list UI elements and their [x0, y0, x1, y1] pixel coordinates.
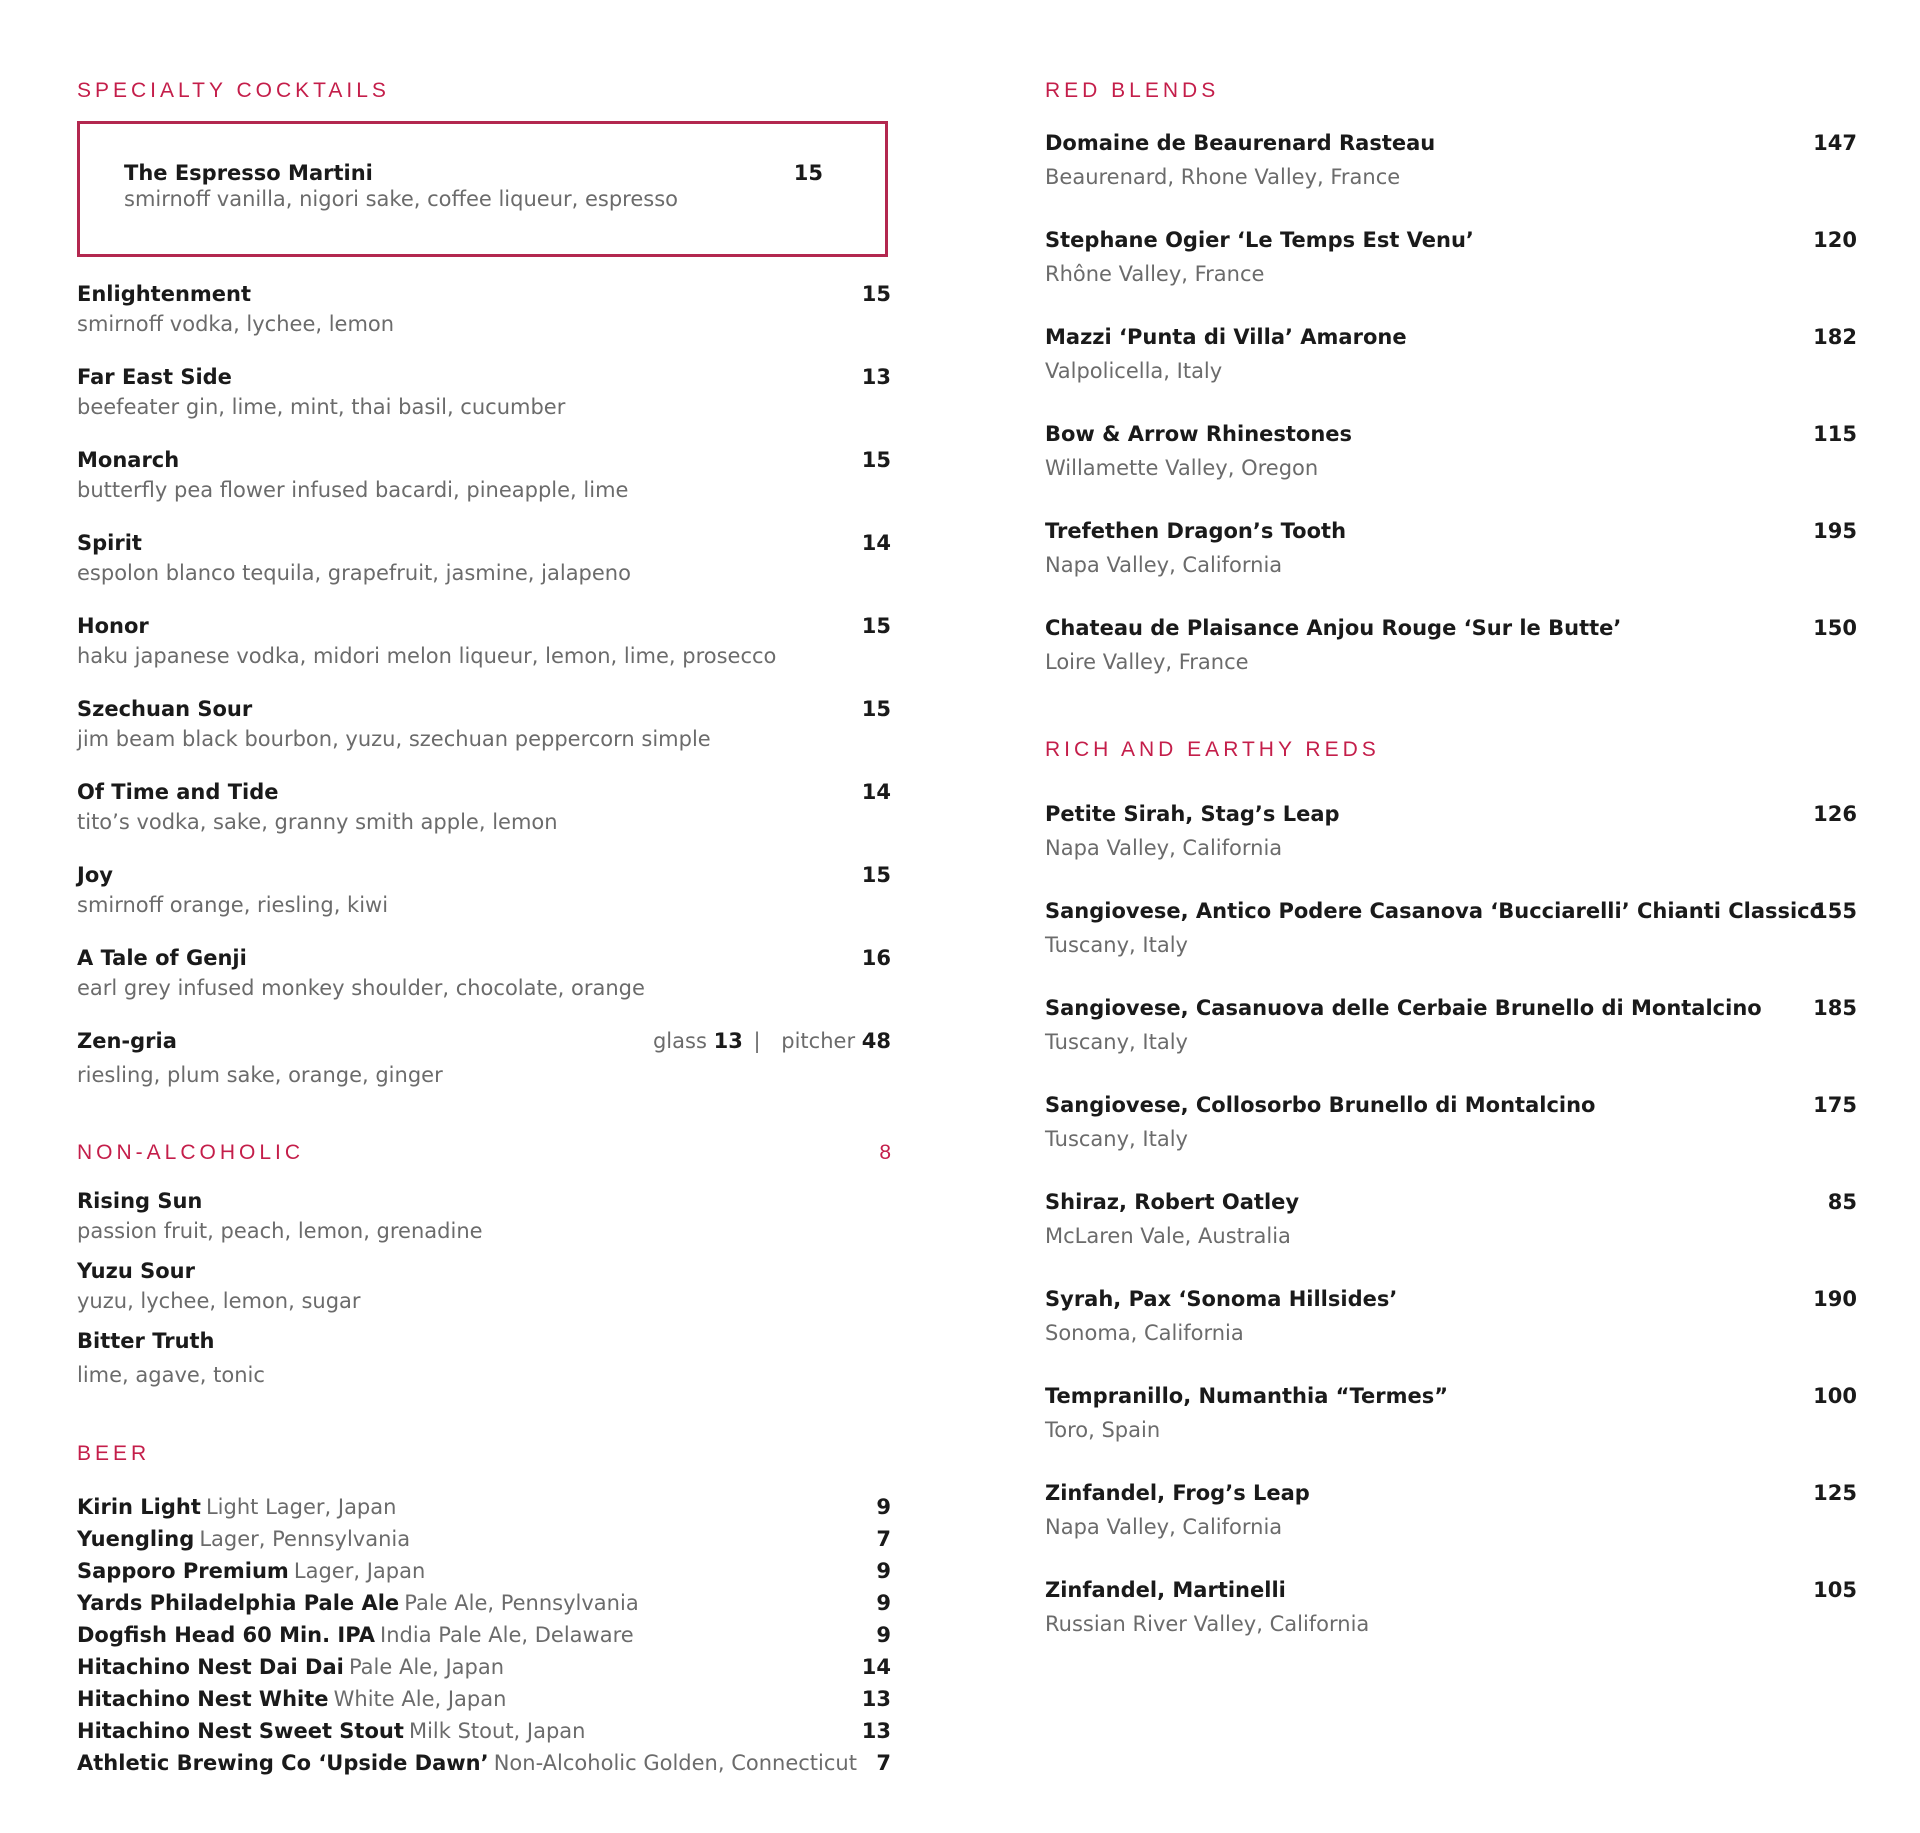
wine-region: Tuscany, Italy [1045, 1127, 1188, 1151]
beer-name: Yards Philadelphia Pale Ale [77, 1591, 400, 1615]
wine-price: 126 [1813, 802, 1857, 826]
beer-name: Athletic Brewing Co ‘Upside Dawn’ [77, 1751, 489, 1775]
non-alcoholic-price: 8 [879, 1141, 891, 1164]
wine-name: Mazzi ‘Punta di Villa’ Amarone [1045, 325, 1407, 349]
wine-item [1045, 325, 1857, 383]
beer-desc: Lager, Pennsylvania [199, 1527, 411, 1551]
cocktail-item [77, 780, 891, 834]
section-title-specialty-cocktails: SPECIALTY COCKTAILS [77, 79, 390, 102]
wine-price: 120 [1813, 228, 1857, 252]
cocktail-price: 16 [861, 946, 891, 970]
wine-region: Napa Valley, California [1045, 1515, 1283, 1539]
wine-region: Sonoma, California [1045, 1321, 1244, 1345]
wine-name: Sangiovese, Casanuova delle Cerbaie Brunello di Montalcino [1045, 996, 1762, 1020]
glass-price: 13 [713, 1029, 743, 1053]
beer-row [77, 1655, 891, 1685]
mocktail-name: Yuzu Sour [77, 1259, 195, 1283]
wine-price: 195 [1813, 519, 1857, 543]
beer-row [77, 1559, 891, 1589]
beer-row [77, 1591, 891, 1621]
mocktail-item [77, 1189, 891, 1243]
wine-name: Bow & Arrow Rhinestones [1045, 422, 1353, 446]
beer-name: Hitachino Nest White [77, 1687, 329, 1711]
wine-region: Loire Valley, France [1045, 650, 1249, 674]
pitcher-label: pitcher [781, 1029, 856, 1053]
cocktail-name: Enlightenment [77, 282, 252, 306]
cocktail-item [77, 282, 891, 336]
wine-price: 125 [1813, 1481, 1857, 1505]
wine-name: Petite Sirah, Stag’s Leap [1045, 802, 1340, 826]
cocktail-desc: smirnoff orange, riesling, kiwi [77, 893, 389, 917]
cocktail-price: 15 [861, 697, 891, 721]
wine-region: McLaren Vale, Australia [1045, 1224, 1291, 1248]
wine-item [1045, 1093, 1857, 1151]
beer-desc: Light Lager, Japan [205, 1495, 397, 1519]
pitcher-price: 48 [861, 1029, 891, 1053]
section-title-red-blends: RED BLENDS [1045, 79, 1220, 102]
beer-row [77, 1495, 891, 1525]
beer-price: 14 [861, 1655, 891, 1679]
section-title-rich-earthy-reds: RICH AND EARTHY REDS [1045, 738, 1380, 761]
beer-price: 13 [861, 1719, 891, 1743]
beer-price: 9 [876, 1495, 891, 1519]
beer-row [77, 1687, 891, 1717]
price-separator: | [753, 1029, 761, 1053]
cocktail-price: 15 [861, 863, 891, 887]
cocktail-name: Monarch [77, 448, 180, 472]
cocktail-name: Of Time and Tide [77, 780, 279, 804]
cocktail-price: 15 [861, 448, 891, 472]
wine-item [1045, 996, 1857, 1054]
featured-cocktail-desc: smirnoff vanilla, nigori sake, coffee liqueur, espresso [124, 187, 678, 211]
wine-name: Trefethen Dragon’s Tooth [1045, 519, 1347, 543]
beer-row [77, 1719, 891, 1749]
cocktail-price: 14 [861, 780, 891, 804]
wine-price: 155 [1813, 899, 1857, 923]
beer-row [77, 1623, 891, 1653]
beer-name: Dogfish Head 60 Min. IPA [77, 1623, 375, 1647]
beer-desc: Pale Ale, Japan [348, 1655, 505, 1679]
mocktail-desc: lime, agave, tonic [77, 1363, 265, 1387]
wine-price: 147 [1813, 131, 1857, 155]
beer-row [77, 1751, 891, 1781]
beer-name: Kirin Light [77, 1495, 201, 1519]
wine-price: 175 [1813, 1093, 1857, 1117]
wine-region: Russian River Valley, California [1045, 1612, 1370, 1636]
wine-region: Toro, Spain [1045, 1418, 1161, 1442]
cocktail-price: 15 [861, 614, 891, 638]
cocktail-name: Far East Side [77, 365, 232, 389]
cocktail-name: Spirit [77, 531, 142, 555]
beer-price: 9 [876, 1591, 891, 1615]
wine-region: Valpolicella, Italy [1045, 359, 1223, 383]
wine-price: 85 [1827, 1190, 1857, 1214]
cocktail-name: Zen-gria [77, 1029, 177, 1053]
cocktail-desc: jim beam black bourbon, yuzu, szechuan peppercorn simple [77, 727, 711, 751]
beer-name: Hitachino Nest Sweet Stout [77, 1719, 404, 1743]
wine-item [1045, 422, 1857, 480]
wine-price: 115 [1813, 422, 1857, 446]
featured-cocktail-price: 15 [793, 161, 823, 185]
cocktail-desc: haku japanese vodka, midori melon liqueur, lemon, lime, prosecco [77, 644, 777, 668]
beer-name: Yuengling [77, 1527, 195, 1551]
wine-region: Tuscany, Italy [1045, 933, 1188, 957]
cocktail-price: 14 [861, 531, 891, 555]
cocktail-desc: butterfly pea flower infused bacardi, pineapple, lime [77, 478, 629, 502]
beer-price: 7 [876, 1527, 891, 1551]
wine-item [1045, 1190, 1857, 1248]
beer-desc: Milk Stout, Japan [408, 1719, 586, 1743]
wine-item [1045, 1578, 1857, 1636]
cocktail-item [77, 614, 891, 668]
beer-row [77, 1527, 891, 1557]
cocktail-name: Szechuan Sour [77, 697, 253, 721]
mocktail-item [77, 1329, 891, 1387]
wine-region: Willamette Valley, Oregon [1045, 456, 1319, 480]
wine-name: Zinfandel, Frog’s Leap [1045, 1481, 1310, 1505]
cocktail-price: 13 [861, 365, 891, 389]
wine-item [1045, 899, 1857, 957]
beer-desc: Non-Alcoholic Golden, Connecticut [493, 1751, 857, 1775]
wine-region: Beaurenard, Rhone Valley, France [1045, 165, 1401, 189]
cocktail-item [77, 697, 891, 751]
cocktail-item [77, 448, 891, 502]
zengria-price-group [653, 1029, 891, 1053]
wine-price: 105 [1813, 1578, 1857, 1602]
wine-region: Rhône Valley, France [1045, 262, 1265, 286]
wine-name: Stephane Ogier ‘Le Temps Est Venu’ [1045, 228, 1474, 252]
wine-price: 150 [1813, 616, 1857, 640]
wine-item [1045, 131, 1857, 189]
mocktail-item [77, 1259, 891, 1313]
cocktail-desc: earl grey infused monkey shoulder, chocolate, orange [77, 976, 645, 1000]
cocktail-price: 15 [861, 282, 891, 306]
cocktail-item [77, 946, 891, 1000]
wine-price: 185 [1813, 996, 1857, 1020]
wine-price: 100 [1813, 1384, 1857, 1408]
mocktail-desc: passion fruit, peach, lemon, grenadine [77, 1219, 483, 1243]
wine-region: Napa Valley, California [1045, 553, 1283, 577]
section-title-beer: BEER [77, 1442, 151, 1465]
beer-desc: Lager, Japan [293, 1559, 426, 1583]
wine-name: Chateau de Plaisance Anjou Rouge ‘Sur le Butte’ [1045, 616, 1622, 640]
wine-item [1045, 519, 1857, 577]
beer-name: Hitachino Nest Dai Dai [77, 1655, 344, 1679]
cocktail-desc: smirnoff vodka, lychee, lemon [77, 312, 395, 336]
wine-price: 182 [1813, 325, 1857, 349]
beer-name: Sapporo Premium [77, 1559, 289, 1583]
wine-item [1045, 802, 1857, 860]
mocktail-name: Rising Sun [77, 1189, 203, 1213]
wine-item [1045, 228, 1857, 286]
beer-price: 13 [861, 1687, 891, 1711]
beer-desc: Pale Ale, Pennsylvania [404, 1591, 639, 1615]
mocktail-desc: yuzu, lychee, lemon, sugar [77, 1289, 361, 1313]
section-title-non-alcoholic: NON-ALCOHOLIC [77, 1141, 305, 1164]
wine-name: Syrah, Pax ‘Sonoma Hillsides’ [1045, 1287, 1398, 1311]
cocktail-item [77, 863, 891, 917]
wine-name: Domaine de Beaurenard Rasteau [1045, 131, 1436, 155]
cocktail-item [77, 531, 891, 585]
wine-name: Tempranillo, Numanthia “Termes” [1045, 1384, 1449, 1408]
cocktail-item-zengria [77, 1029, 891, 1087]
wine-price: 190 [1813, 1287, 1857, 1311]
featured-cocktail-name: The Espresso Martini [124, 161, 373, 185]
featured-cocktail-box [77, 121, 888, 257]
wine-item [1045, 1384, 1857, 1442]
mocktail-name: Bitter Truth [77, 1329, 215, 1353]
cocktail-name: A Tale of Genji [77, 946, 247, 970]
wine-name: Sangiovese, Antico Podere Casanova ‘Bucciarelli’ Chianti Classico [1045, 899, 1825, 923]
cocktail-name: Joy [77, 863, 113, 887]
cocktail-desc: beefeater gin, lime, mint, thai basil, cucumber [77, 395, 566, 419]
wine-item [1045, 616, 1857, 674]
beer-desc: India Pale Ale, Delaware [380, 1623, 634, 1647]
cocktail-desc: tito’s vodka, sake, granny smith apple, lemon [77, 810, 558, 834]
wine-name: Sangiovese, Collosorbo Brunello di Montalcino [1045, 1093, 1596, 1117]
cocktail-item [77, 365, 891, 419]
glass-label: glass [652, 1029, 707, 1053]
wine-name: Shiraz, Robert Oatley [1045, 1190, 1300, 1214]
beer-desc: White Ale, Japan [333, 1687, 507, 1711]
wine-name: Zinfandel, Martinelli [1045, 1578, 1286, 1602]
wine-region: Tuscany, Italy [1045, 1030, 1188, 1054]
wine-item [1045, 1287, 1857, 1345]
cocktail-desc: riesling, plum sake, orange, ginger [77, 1063, 443, 1087]
beer-price: 9 [876, 1559, 891, 1583]
cocktail-desc: espolon blanco tequila, grapefruit, jasmine, jalapeno [77, 561, 631, 585]
beer-price: 7 [876, 1751, 891, 1775]
wine-region: Napa Valley, California [1045, 836, 1283, 860]
beer-price: 9 [876, 1623, 891, 1647]
cocktail-name: Honor [77, 614, 149, 638]
wine-item [1045, 1481, 1857, 1539]
